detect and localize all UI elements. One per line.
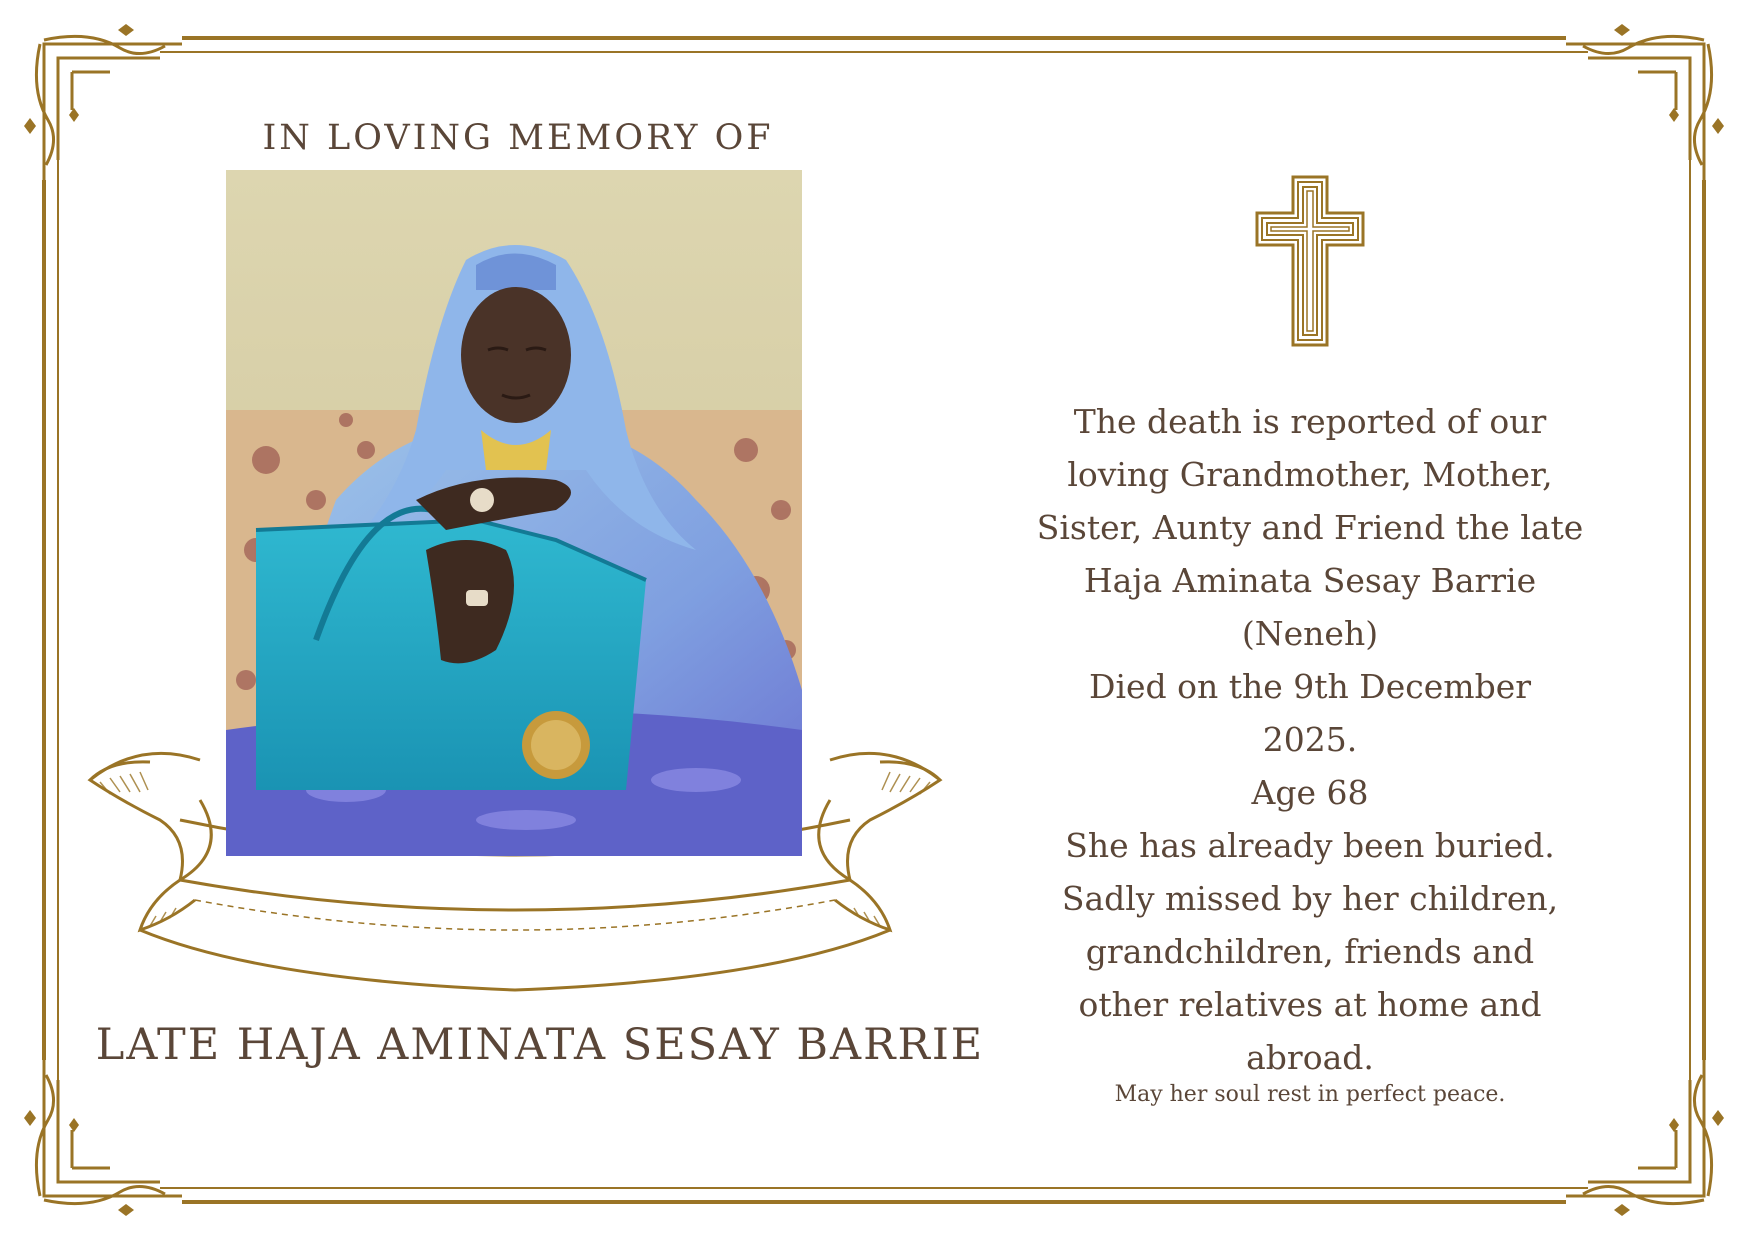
message-line: The death is reported of our	[1073, 402, 1547, 441]
message-line: grandchildren, friends and	[1085, 932, 1535, 971]
message-line: Died on the 9th December	[1088, 667, 1532, 706]
message-line: She has already been buried.	[1065, 826, 1555, 865]
message-line: abroad.	[1246, 1038, 1374, 1077]
message-line: Sister, Aunty and Friend the late	[1036, 508, 1584, 547]
memorial-heading: IN LOVING MEMORY OF	[262, 118, 774, 158]
portrait-photo	[226, 170, 802, 856]
message-line: loving Grandmother, Mother,	[1067, 455, 1553, 494]
obituary-message	[1020, 395, 1600, 1084]
deceased-name: LATE HAJA AMINATA SESAY BARRIE	[95, 1020, 985, 1070]
message-line: Haja Aminata Sesay Barrie	[1083, 561, 1537, 600]
cross-icon	[1255, 175, 1365, 347]
message-line: Age 68	[1251, 773, 1369, 812]
message-line: other relatives at home and	[1078, 985, 1542, 1024]
message-line: (Neneh)	[1241, 614, 1379, 653]
message-line: Sadly missed by her children,	[1061, 879, 1559, 918]
message-line: 2025.	[1262, 720, 1358, 759]
blessing-text: May her soul rest in perfect peace.	[1114, 1082, 1506, 1107]
